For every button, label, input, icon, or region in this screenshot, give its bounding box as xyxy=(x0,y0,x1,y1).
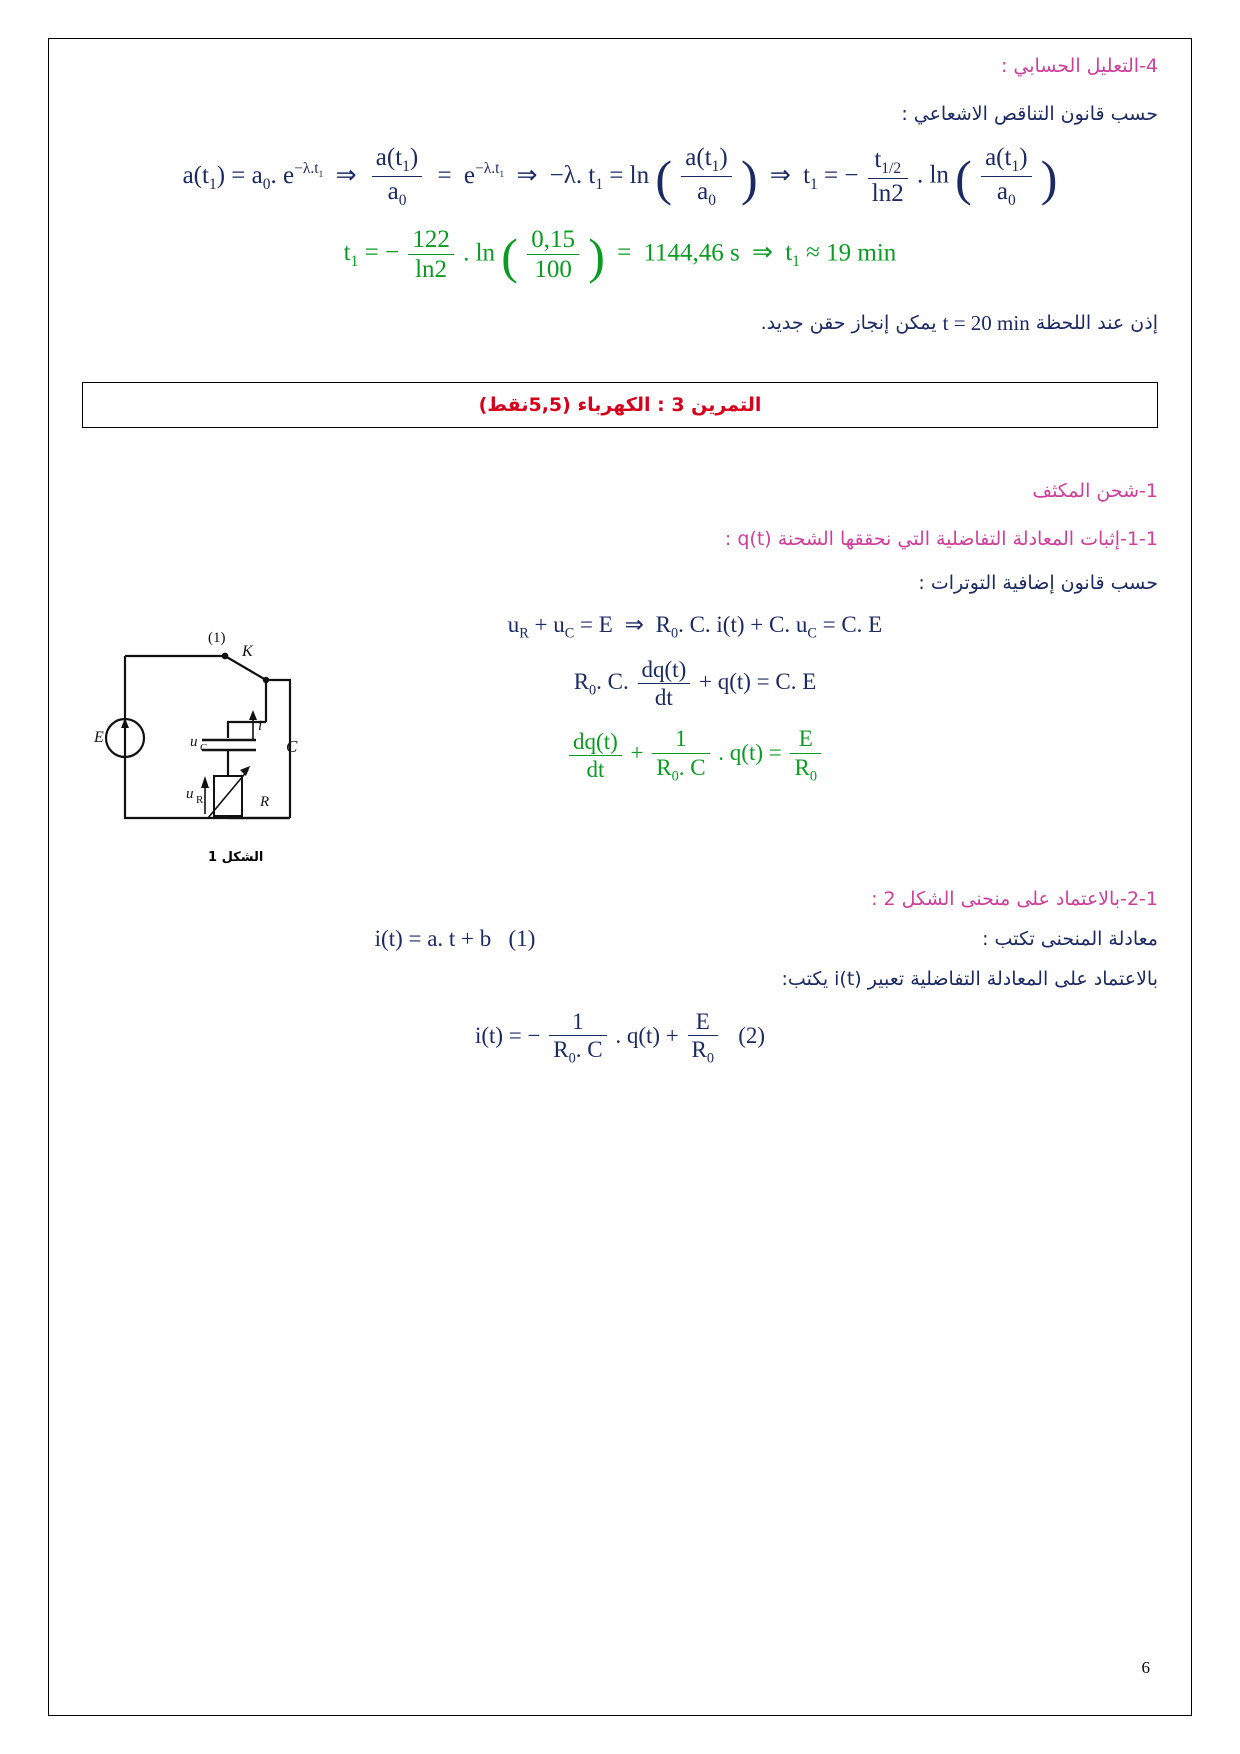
equation-voltage-law: $u_R + u_C = E$ ⇒ $R_0$. C. i(t) + C. $u_C = C$. E xyxy=(507,611,883,642)
svg-text:R: R xyxy=(260,793,270,810)
section-4-law-line: حسب قانون التناقص الاشعاعي : xyxy=(901,103,1158,125)
exercise-3-sub-1: 1-شحن المكثف xyxy=(1032,479,1158,502)
svg-text:R: R xyxy=(196,793,204,806)
svg-text:C: C xyxy=(200,741,208,754)
conclusion-left-text: يمكن إنجاز حقن جديد. xyxy=(760,311,937,334)
figure-caption: الشكل 1 xyxy=(208,849,264,865)
conclusion-right-text: إذن عند اللحظة xyxy=(1035,311,1158,334)
exercise-3-sub-1-2: 2-1-بالاعتماد على منحنى الشكل 2 : xyxy=(871,887,1158,910)
frac-num-015: 0,15 xyxy=(531,225,575,253)
svg-text:u: u xyxy=(190,733,198,750)
curve-equation-row xyxy=(82,926,1158,952)
capacitor-equations xyxy=(232,612,1158,785)
svg-text:(1): (1) xyxy=(208,629,226,646)
page-number: 6 xyxy=(1141,1658,1150,1677)
svg-text:C: C xyxy=(286,736,298,756)
numeric-value: 1144,46 s xyxy=(643,239,740,267)
equation-decay-chain: $a(t_1) = a_0$. $e^{-\lambda.t_1}$ ⇒ $\frac{a(t_1)}{a_0}$ = $e^{-\lambda.t_1}$ ⇒ −λ. $t_1 = \ln$ ( $\frac{a(t_1)}{a_0}$ ) ⇒ $t_1$ = − $\frac{t_{1/2}}{\ln 2}$ . ln ( $\frac{a(t_1)}{a_0}$ ) xyxy=(182,144,1058,210)
page-content xyxy=(60,55,1180,1700)
circuit-figure xyxy=(90,618,370,878)
curve-equation: i(t) = a. t + b (1) xyxy=(374,925,536,951)
curve-equation-label: معادلة المنحنى تكتب : xyxy=(982,927,1158,950)
svg-text:i: i xyxy=(258,717,263,734)
equation-i-of-t-final: i(t) = − $\frac{1}{R_0. C}$ . q(t) + $\frac{E}{R_0}$ (2) xyxy=(474,1008,766,1067)
equation-numeric-result: $t_1$ = − $\frac{122}{\ln 2}$ . ln ( $\frac{0,15}{100}$ ) = 1144,46 s ⇒ $t_1 \approx 19$ min xyxy=(343,225,897,284)
conclusion-line xyxy=(82,311,1158,336)
exercise-3-title-bar xyxy=(82,382,1158,428)
equation-differential-1: $R_0$. C. $\frac{dq(t)}{dt}$ + q(t) = C. E xyxy=(573,657,817,711)
section-4-heading: 4-التعليل الحسابي : xyxy=(1000,55,1158,77)
equation-differential-final: $\frac{dq(t)}{dt}$ + $\frac{1}{R_0. C}$ . q(t) = $\frac{E}{R_0}$ xyxy=(232,725,1158,785)
svg-text:E: E xyxy=(94,728,104,746)
figure-and-equations-row xyxy=(82,612,1158,882)
conclusion-math: t = 20 min xyxy=(942,310,1030,335)
svg-text:u: u xyxy=(186,785,194,802)
circuit-diagram-svg xyxy=(90,618,370,878)
exercise-3-law-line: حسب قانون إضافية التوترات : xyxy=(918,571,1158,594)
approx-value: 19 min xyxy=(826,239,897,267)
frac-numerator-122: 122 xyxy=(412,225,450,253)
exercise-3-title: التمرين 3 : الكهرباء (5,5نقط) xyxy=(478,393,762,416)
svg-text:K: K xyxy=(242,642,253,660)
exercise-3-sub-1-1: 1-1-إثبات المعادلة التفاضلية التي نحققها الشحنة q(t) : xyxy=(724,527,1158,550)
diff-equation-label: بالاعتماد على المعادلة التفاضلية تعبير i(t) يكتب: xyxy=(781,967,1158,990)
frac-denominator-ln2: ln2 xyxy=(408,254,454,285)
frac-den-100: 100 xyxy=(527,254,579,285)
